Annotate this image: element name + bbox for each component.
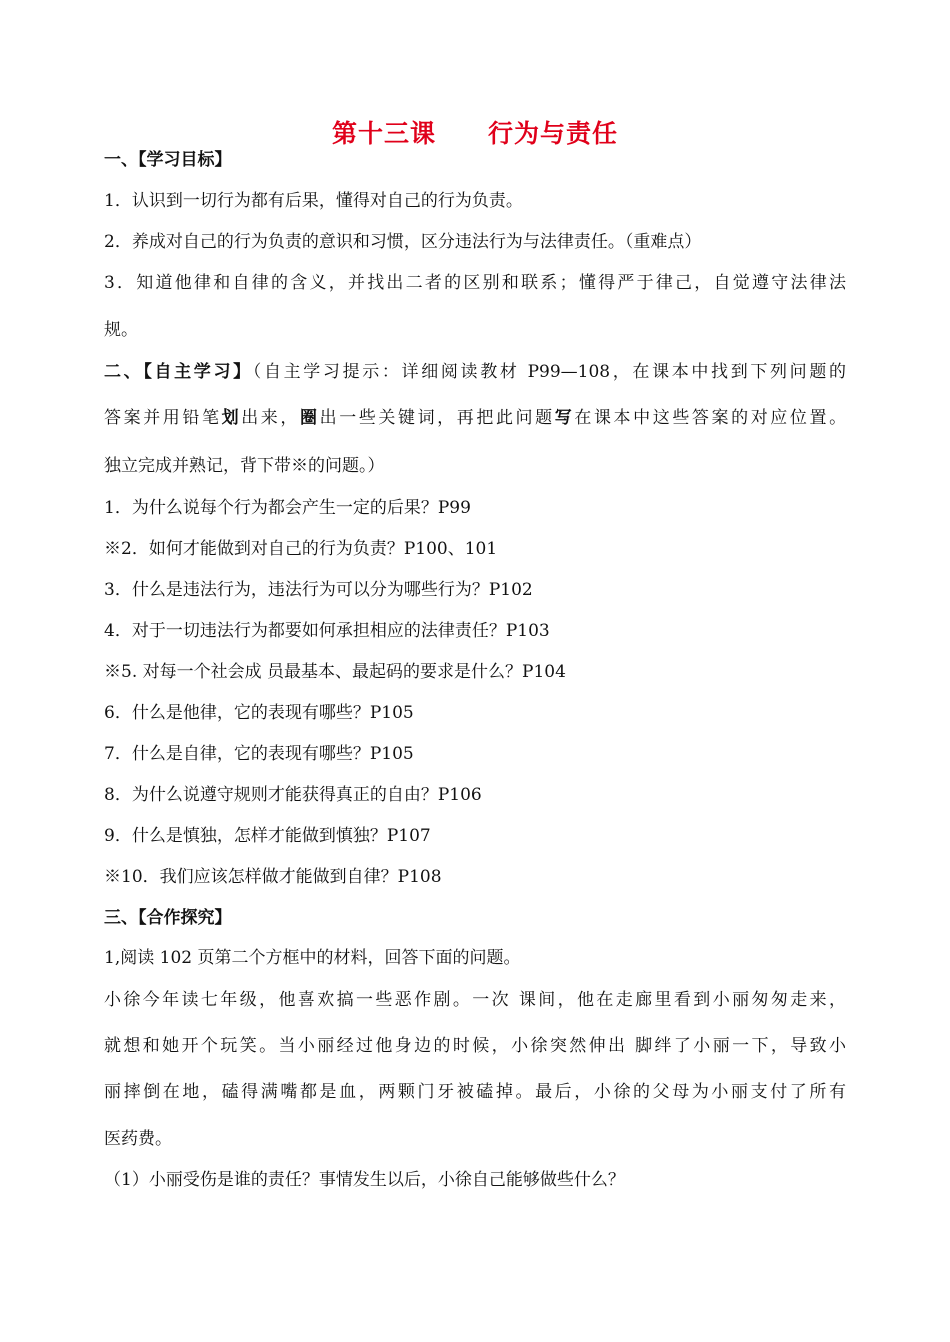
question-item: 1．为什么说每个行为都会产生一定的后果？P99 [104, 498, 471, 518]
story-line: 丽摔倒在地，磕得满嘴都是血，两颗门牙被磕掉。最后，小徐的父母为小丽支付了所有 [104, 1082, 846, 1102]
question-item: 3．什么是违法行为，违法行为可以分为哪些行为？P102 [104, 580, 533, 600]
goal-item: 2．养成对自己的行为负责的意识和习惯，区分违法行为与法律责任。（重难点） [104, 232, 702, 252]
question-item: 6．什么是他律，它的表现有哪些？P105 [104, 703, 414, 723]
goal-item: 3．知道他律和自律的含义，并找出二者的区别和联系；懂得严于律己，自觉遵守法律法 [104, 273, 846, 293]
question-item: 9．什么是慎独，怎样才能做到慎独？P107 [104, 826, 431, 846]
hint-text: 在课本中这些答案的对应位置。 [574, 408, 847, 428]
lesson-title [0, 114, 950, 150]
lesson-number: 第十三课 [331, 119, 436, 148]
hint-text: 出一些关键词，再把此问题 [319, 408, 555, 428]
self-study-line [104, 360, 846, 384]
section-heading-goals: 一、【学习目标】 [104, 150, 232, 170]
hint-keyword: 划 [221, 408, 242, 428]
lesson-name: 行为与责任 [488, 119, 619, 148]
goal-item: 1．认识到一切行为都有后果，懂得对自己的行为负责。 [104, 191, 523, 211]
self-study-hint-line [104, 406, 846, 430]
hint-text: 出来， [241, 408, 300, 428]
hint-keyword: 圈 [299, 408, 320, 428]
question-item: ※10．我们应该怎样做才能做到自律？P108 [104, 867, 442, 887]
exercise-question: （1）小丽受伤是谁的责任？事情发生以后，小徐自己能够做些什么？ [104, 1170, 625, 1190]
question-item: 4．对于一切违法行为都要如何承担相应的法律责任？P103 [104, 621, 550, 641]
self-study-hint-end: 独立完成并熟记，背下带※的问题。） [104, 456, 385, 476]
story-line-end: 医药费。 [104, 1129, 172, 1149]
section-heading-self-study: 二、【自主学习】 [104, 362, 253, 382]
question-item: 8．为什么说遵守规则才能获得真正的自由？P106 [104, 785, 482, 805]
hint-keyword: 写 [554, 408, 575, 428]
exercise-intro: 1,阅读 102 页第二个方框中的材料，回答下面的问题。 [104, 948, 521, 968]
goal-item-continued: 规。 [104, 320, 138, 340]
section-heading-cooperation: 三、【合作探究】 [104, 908, 232, 928]
story-line: 就想和她开个玩笑。当小丽经过他身边的时候，小徐突然伸出 脚绊了小丽一下，导致小 [104, 1036, 846, 1056]
question-item: ※2．如何才能做到对自己的行为负责？P100、101 [104, 539, 498, 559]
story-line: 小徐今年读七年级，他喜欢搞一些恶作剧。一次 课间，他在走廊里看到小丽匆匆走来， [104, 990, 846, 1010]
self-study-hint: （自主学习提示：详细阅读教材 P99—108，在课本中找到下列问题的 [252, 362, 847, 382]
hint-text: 答案并用铅笔 [104, 408, 222, 428]
question-item: 7．什么是自律，它的表现有哪些？P105 [104, 744, 414, 764]
question-item: ※5. 对每一个社会成 员最基本、最起码的要求是什么？P104 [104, 662, 566, 682]
